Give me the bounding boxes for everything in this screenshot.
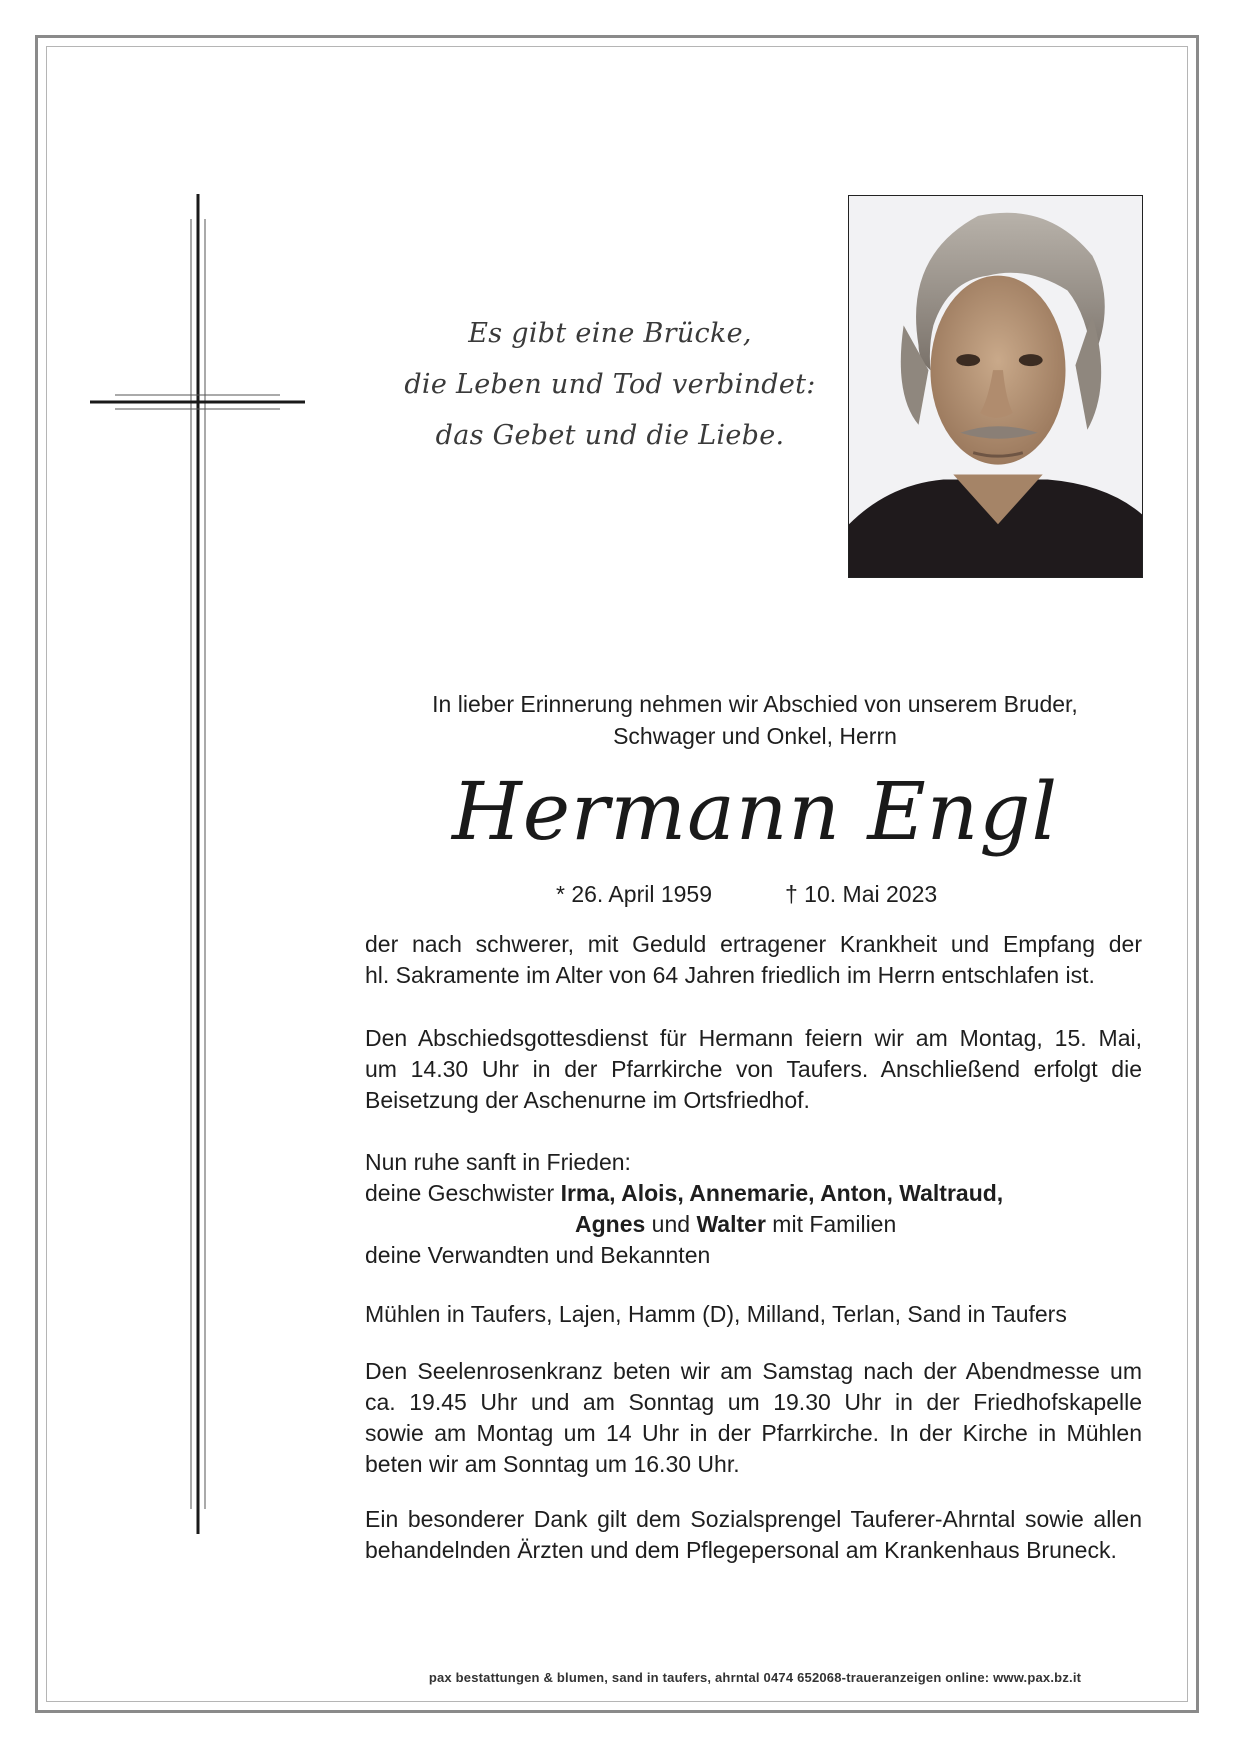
sibling-name: Agnes (575, 1211, 646, 1237)
sibling-name: Walter (696, 1211, 766, 1237)
paragraph-thanks (365, 1504, 1142, 1566)
quote-line: das Gebet und die Liebe. (435, 420, 785, 451)
intro-line: Schwager und Onkel, Herrn (613, 723, 897, 749)
text-line: hl. Sakramente im Alter von 64 Jahren friedlich im Herrn entschlafen ist. (365, 962, 1095, 988)
text-line: behandelnden Ärzten und dem Pflegepersonal am Krankenhaus Bruneck. (365, 1537, 1117, 1563)
life-dates (360, 876, 1150, 912)
text-line: ca. 19.45 Uhr und am Sonntag um 19.30 Uhr in der Friedhofskapelle (365, 1389, 1142, 1415)
text-line: Nun ruhe sanft in Frieden: (365, 1149, 631, 1175)
paragraph-rosary (365, 1356, 1142, 1480)
text-line: um 14.30 Uhr in der Pfarrkirche von Taufers. Anschließend erfolgt die (365, 1056, 1142, 1082)
text-line: deine Verwandten und Bekannten (365, 1242, 711, 1268)
intro-text (360, 688, 1150, 752)
siblings-line-2 (365, 1209, 1142, 1240)
text-fragment: deine Geschwister (365, 1180, 561, 1206)
paragraph-funeral-service (365, 1023, 1142, 1116)
text-fragment: mit Familien (765, 1211, 897, 1237)
footer-imprint: pax bestattungen & blumen, sand in taufers, ahrntal 0474 652068-traueranzeigen online: www.pax.bz.it (428, 1670, 1082, 1685)
text-line: Den Seelenrosenkranz beten wir am Samstag nach der Abendmesse um (365, 1358, 1142, 1384)
sibling-names: Irma, Alois, Annemarie, Anton, Waltraud, (560, 1180, 1004, 1206)
quote-line: Es gibt eine Brücke, (468, 318, 752, 349)
text-line: Beisetzung der Aschenurne im Ortsfriedhof. (365, 1087, 810, 1113)
portrait-photo (848, 195, 1143, 578)
text-line: sowie am Montag um 14 Uhr in der Pfarrkirche. In der Kirche in Mühlen (365, 1420, 1142, 1446)
birth-date: * 26. April 1959 (556, 881, 713, 907)
text-line: Ein besonderer Dank gilt dem Sozialsprengel Tauferer-Ahrntal sowie allen (365, 1506, 1142, 1532)
paragraph-mourners (365, 1147, 1142, 1271)
intro-line: In lieber Erinnerung nehmen wir Abschied von unserem Bruder, (432, 691, 1078, 717)
text-fragment: und (645, 1211, 697, 1237)
text-line: beten wir am Sonntag um 16.30 Uhr. (365, 1451, 740, 1477)
quote-line: die Leben und Tod verbindet: (404, 369, 816, 400)
death-date: † 10. Mai 2023 (785, 881, 938, 907)
siblings-line (365, 1178, 1142, 1209)
latin-cross-icon (90, 194, 310, 1534)
deceased-name: Hermann Engl (451, 765, 1059, 858)
text-line: der nach schwerer, mit Geduld ertragener Krankheit und Empfang der (365, 931, 1142, 957)
paragraph-places: Mühlen in Taufers, Lajen, Hamm (D), Milland, Terlan, Sand in Taufers (365, 1301, 1067, 1327)
text-line: Den Abschiedsgottesdienst für Hermann feiern wir am Montag, 15. Mai, (365, 1025, 1142, 1051)
memorial-quote (380, 308, 840, 461)
paragraph-illness (365, 929, 1142, 991)
